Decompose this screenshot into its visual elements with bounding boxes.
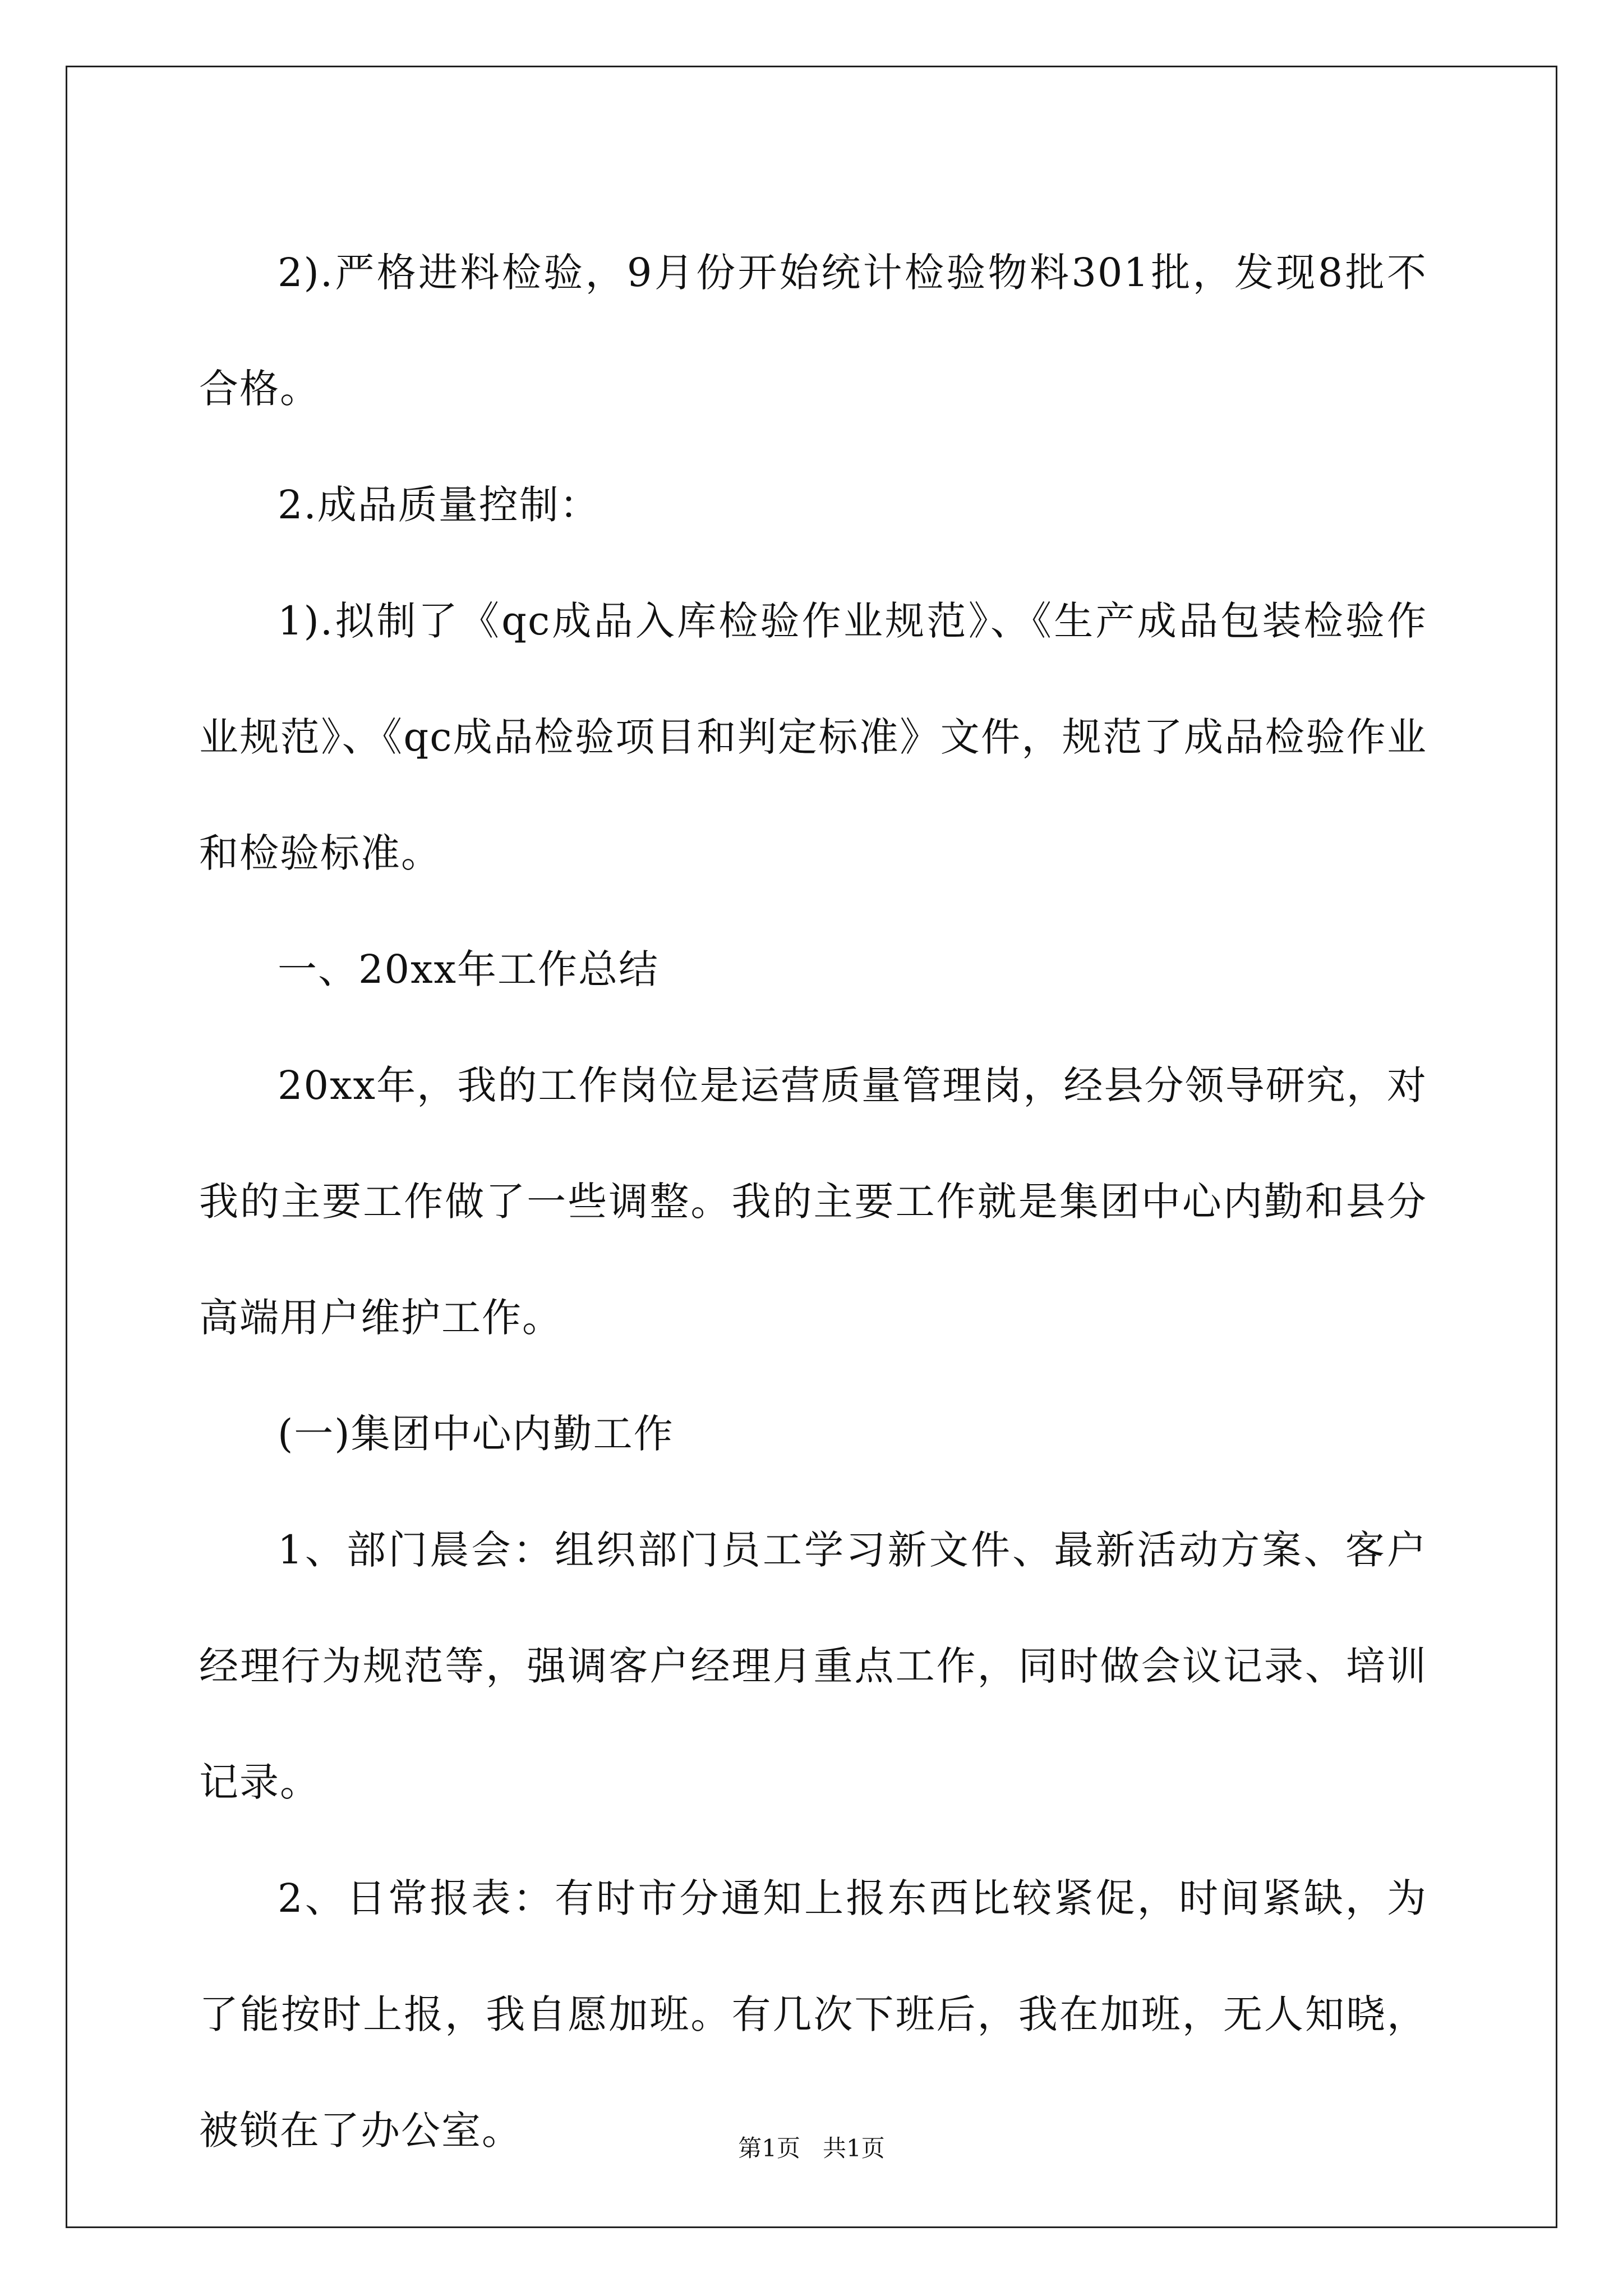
paragraph-incoming-inspection: 2).严格进料检验，9月份开始统计检验物料301批，发现8批不合格。 [199, 250, 1427, 412]
page-count: 共1页 [823, 2134, 885, 2162]
paragraph-section-heading: 一、20xx年工作总结 [278, 946, 660, 992]
paragraph-morning-meeting: 1、部门晨会：组织部门员工学习新文件、最新活动方案、客户经理行为规范等，强调客户经理月重点工作，同时做会议记录、培训记录。 [199, 1527, 1427, 1805]
paragraph-specifications: 1).拟制了《qc成品入库检验作业规范》、《生产成品包装检验作业规范》、《qc成品检验项目和判定标准》文件，规范了成品检验作业和检验标准。 [199, 598, 1427, 876]
document-body [199, 215, 1427, 2189]
paragraph-daily-reports: 2、日常报表：有时市分通知上报东西比较紧促，时间紧缺，为了能按时上报，我自愿加班。有几次下班后，我在加班，无人知晓，被锁在了办公室。 [199, 1875, 1427, 2154]
paragraph-work-summary: 20xx年，我的工作岗位是运营质量管理岗，经县分领导研究，对我的主要工作做了一些调整。我的主要工作就是集团中心内勤和县分高端用户维护工作。 [199, 1062, 1427, 1341]
paragraph-finished-product-heading: 2.成品质量控制： [278, 482, 600, 528]
page-footer [0, 2132, 1623, 2165]
page-number: 第1页 [738, 2134, 800, 2162]
paragraph-subsection-heading: (一)集团中心内勤工作 [278, 1411, 674, 1457]
